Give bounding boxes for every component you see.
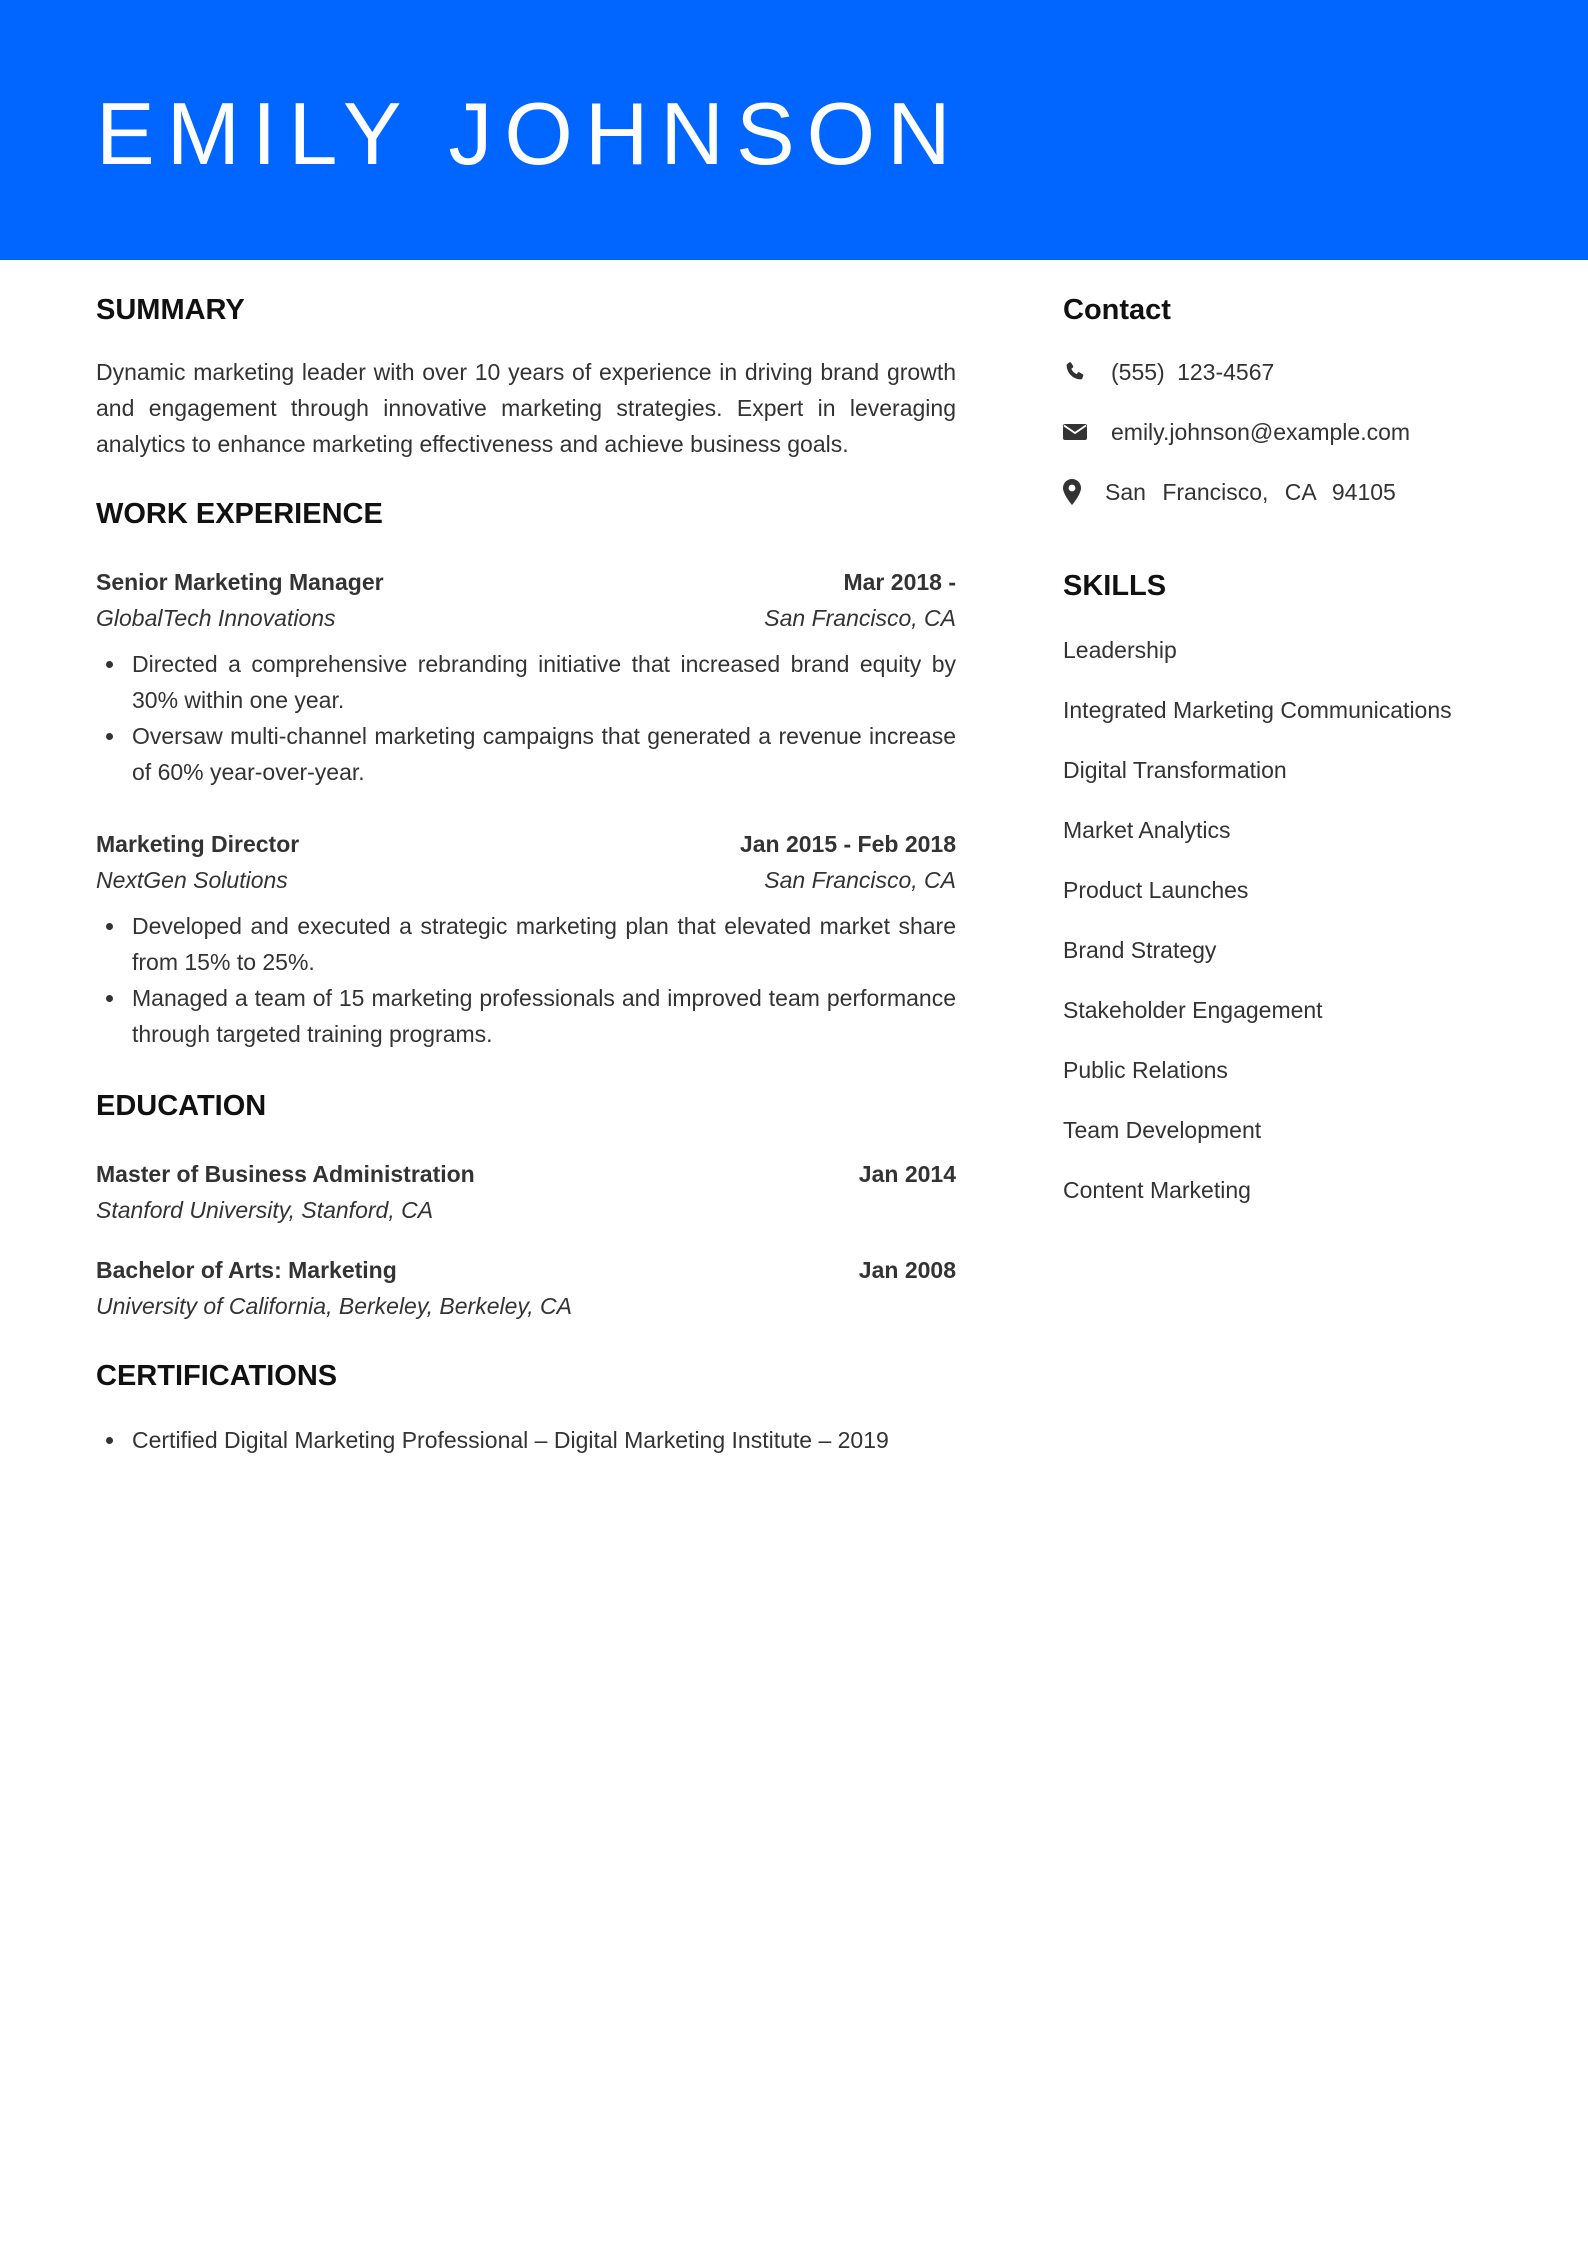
certifications-title: CERTIFICATIONS [96,1360,338,1392]
bullet-dot [106,661,113,668]
job-entry [96,564,956,790]
location-text: San Francisco, CA 94105 [1105,478,1396,505]
email-address[interactable]: emily.johnson@example.com [1111,418,1411,445]
job-bullet-text: Oversaw multi-channel marketing campaigns that generated a revenue increase of 60% year-over-year. [132,723,956,785]
certification-list [96,1422,956,1458]
contact-email [1063,414,1543,450]
contact-phone [1063,354,1543,390]
contact-title: Contact [1063,294,1171,326]
job-company: GlobalTech Innovations [96,605,336,631]
contact-location [1063,474,1543,510]
candidate-name: EMILY JOHNSON [96,84,963,183]
skills-list [1063,632,1543,1208]
skill-item: Market Analytics [1063,817,1231,843]
job-title: Senior Marketing Manager [96,569,384,595]
skill-item: Public Relations [1063,1057,1228,1083]
summary-title: SUMMARY [96,294,245,326]
job-bullet [96,908,956,980]
job-bullets [96,646,956,790]
education-entry [96,1252,956,1324]
sidebar-column [1063,290,1543,1208]
skill-item: Team Development [1063,1117,1262,1143]
education-entry [96,1156,956,1228]
summary-section [96,290,956,462]
main-column [96,290,956,1458]
job-date: Mar 2018 - [843,569,956,595]
education-section [96,1086,956,1324]
skills-section [1063,566,1543,1208]
certification-text: Certified Digital Marketing Professional – Digital Marketing Institute – 2019 [132,1427,889,1453]
job-bullet [96,646,956,718]
degree-date: Jan 2008 [858,1257,956,1283]
job-bullets [96,908,956,1052]
envelope-icon [1063,414,1111,450]
skill-item: Digital Transformation [1063,757,1287,783]
bullet-dot [106,923,113,930]
header-banner [0,0,1588,260]
job-location: San Francisco, CA [764,867,956,893]
skill-item: Content Marketing [1063,1177,1251,1203]
skill-item: Product Launches [1063,877,1249,903]
certification-item [96,1422,956,1458]
skill-item: Integrated Marketing Communications [1063,697,1452,723]
phone-icon [1063,354,1111,390]
experience-section [96,494,956,1052]
degree: Master of Business Administration [96,1161,475,1187]
experience-title: WORK EXPERIENCE [96,498,383,530]
job-bullet-text: Directed a comprehensive rebranding initiative that increased brand equity by 30% within one year. [132,651,956,713]
map-marker-icon [1063,474,1105,510]
certifications-section [96,1356,956,1458]
job-date: Jan 2015 - Feb 2018 [739,831,956,857]
contact-section [1063,290,1543,510]
school: Stanford University, Stanford, CA [96,1197,434,1223]
job-entry [96,826,956,1052]
school: University of California, Berkeley, Berkeley, CA [96,1293,572,1319]
job-location: San Francisco, CA [764,605,956,631]
job-company: NextGen Solutions [96,867,288,893]
bullet-dot [106,1437,113,1444]
job-bullet [96,718,956,790]
skill-item: Stakeholder Engagement [1063,997,1323,1023]
job-title: Marketing Director [96,831,300,857]
degree-date: Jan 2014 [858,1161,956,1187]
job-bullet-text: Developed and executed a strategic marketing plan that elevated market share from 15% to 25%. [132,913,956,975]
degree: Bachelor of Arts: Marketing [96,1257,397,1283]
skills-title: SKILLS [1063,570,1167,602]
skill-item: Leadership [1063,637,1177,663]
skill-item: Brand Strategy [1063,937,1217,963]
job-bullet-text: Managed a team of 15 marketing professionals and improved team performance through targeted training programs. [132,985,956,1047]
summary-text: Dynamic marketing leader with over 10 years of experience in driving brand growth and engagement through innovative marketing strategies. Expert in leveraging analytics to enhance marketing effectiveness and achieve business goals. [96,359,956,457]
bullet-dot [106,733,113,740]
bullet-dot [106,995,113,1002]
education-title: EDUCATION [96,1090,267,1122]
phone-number[interactable]: (555) 123-4567 [1111,358,1275,385]
job-bullet [96,980,956,1052]
